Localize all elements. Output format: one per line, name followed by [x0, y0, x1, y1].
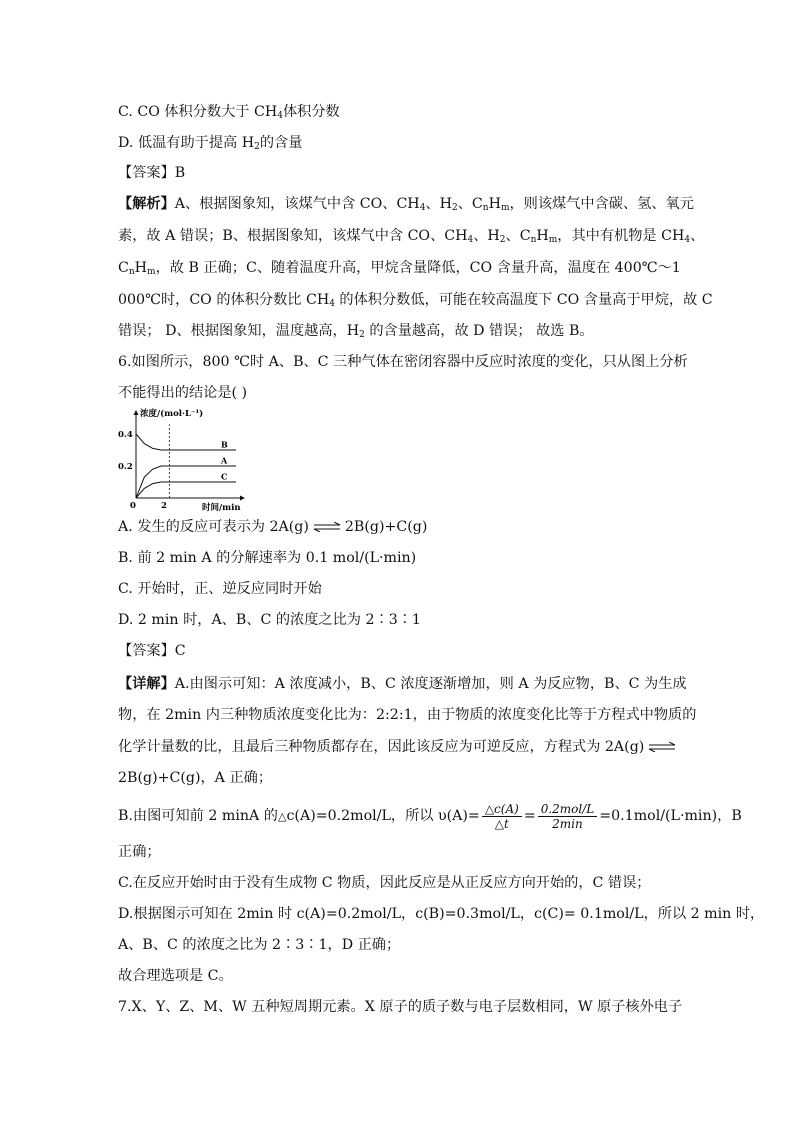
q5-analysis-line-5: 错误； D、根据图象知，温度越高，$H_2$ 的含量越高，故 D 错误； 故选 B。 [118, 323, 594, 340]
chart-ytick-0.2: 0.2 [118, 462, 133, 472]
q6-detail-line-6: 正确； [118, 844, 161, 860]
q6-detail-line-7: C.在反应开始时由于没有生成物 C 物质，因此反应是从正反应方向开始的，C 错误； [118, 875, 651, 891]
q6-detail-line-5: B.由图可知前 2 minA 的△c(A)=0.2mol/L，所以 υ(A)= $\frac{\triangle c(A)}{\triangle t}$ = $\frac{\text{0.2mol/L}}{2\min}$ =0.1mol/(L·min)，B [118, 801, 742, 831]
fraction-rate-value: $\frac{\text{0.2mol/L}}{2\min}$ [538, 802, 598, 831]
chart-ylabel: 浓度/(mol·L⁻¹) [140, 409, 204, 419]
q5-analysis-line-3: $C_nH_m$，故 B 正确；C、随着温度升高，甲烷含量降低，CO 含量升高，温度在 400℃～1 [118, 260, 681, 277]
q7-stem: 7.X、Y、Z、M、W 五种短周期元素。X 原子的质子数与电子层数相同，W 原子核外电子 [118, 999, 683, 1015]
q5-analysis-line-2: 素，故 A 错误；B、根据图象知，该煤气中含 CO、$CH_4$、$H_2$、$C_nH_m$，其中有机物是 $CH_4$、 [118, 228, 705, 245]
chart-series-label-B: B [221, 439, 228, 450]
q6-conclusion: 故合理选项是 C。 [118, 968, 233, 984]
q6-option-c: C. 开始时，正、逆反应同时开始 [118, 581, 322, 597]
chart-series-C [136, 482, 236, 498]
chart-x-arrow-icon [240, 496, 245, 501]
chart-xtick-0: 0 [130, 501, 136, 511]
chart-xlabel: 时间/min [202, 503, 241, 513]
q6-detail-line-1: 【详解】A.由图示可知：A 浓度减小，B、C 浓度逐渐增加，则 A 为反应物，B、C 为生成 [118, 676, 687, 692]
q5-analysis-line-4: 000℃时，CO 的体积分数比 $CH_4$ 的体积分数低，可能在较高温度下 CO 含量高于甲烷，故 C [118, 292, 713, 309]
q6-option-b: B. 前 2 min A 的分解速率为 0.1 mol/(L·min) [118, 550, 417, 566]
q6-detail-line-9: A、B、C 的浓度之比为 2∶3∶1，D 正确； [118, 937, 401, 953]
delta-symbol: △ [278, 810, 287, 823]
chart-xtick-2: 2 [161, 501, 167, 511]
q6-stem-line-2: 不能得出的结论是( ) [118, 385, 248, 401]
fraction-rate-definition: $\frac{\triangle c(A)}{\triangle t}$ [482, 802, 522, 831]
q5-analysis-line-1: 【解析】A、根据图象知，该煤气中含 CO、$CH_4$、$H_2$、$C_nH_m$，则该煤气中含碳、氢、氧元 [118, 196, 694, 213]
chart-y-arrow-icon [134, 410, 139, 415]
q6-answer: 【答案】C [118, 643, 186, 659]
q6-detail-line-8: D.根据图示可知在 2min 时 c(A)=0.2mol/L，c(B)=0.3mol/L，c(C)= 0.1mol/L，所以 2 min 时， [118, 906, 765, 922]
chart-ytick-0.4: 0.4 [118, 430, 133, 440]
q5-option-d: D. 低温有助于提高 $H_2$的含量 [118, 135, 303, 152]
q6-stem-line-1: 6.如图所示，800 ℃时 A、B、C 三种气体在密闭容器中反应时浓度的变化，只从图上分析 [118, 354, 688, 370]
q5-option-c: C. CO 体积分数大于 $CH_4$体积分数 [118, 104, 340, 121]
q6-detail-line-2: 物，在 2min 内三种物质浓度变化比为：2:2:1，由于物质的浓度变化比等于方程式中物质的 [118, 707, 697, 723]
q6-detail-line-4: 2B(g)+C(g)，A 正确； [118, 770, 273, 786]
chart-series-label-C: C [221, 471, 228, 482]
concentration-time-chart [116, 406, 250, 514]
q6-option-d: D. 2 min 时，A、B、C 的浓度之比为 2∶3∶1 [118, 612, 421, 628]
chart-series-label-A: A [221, 455, 228, 466]
q5-answer: 【答案】B [118, 165, 186, 181]
equilibrium-arrow-icon [312, 522, 342, 532]
q6-detail-line-3: 化学计量数的比，且最后三种物质都存在，因此该反应为可逆反应，方程式为 2A(g) [118, 737, 680, 757]
equilibrium-arrow-icon [647, 742, 677, 752]
q6-option-a: A. 发生的反应可表示为 2A(g) 2B(g)+C(g) [118, 519, 428, 535]
